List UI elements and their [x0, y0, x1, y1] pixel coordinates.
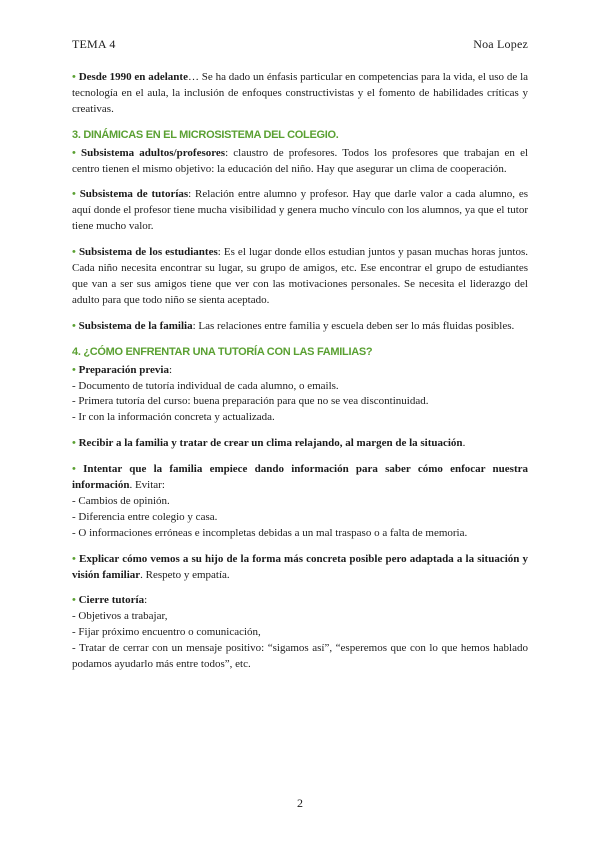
bullet-icon: •	[72, 146, 76, 159]
item-bold: Subsistema de tutorías	[79, 188, 189, 201]
item-text: : Las relaciones entre familia y escuela deben ser lo más fluidas posibles.	[192, 319, 515, 332]
explain-paragraph	[72, 552, 528, 584]
receive-paragraph	[72, 436, 528, 452]
item-text: : Es el lugar donde ellos estudian juntos y pasan muchas horas juntos. Cada niño necesita encontrar su lugar, su grupo de amigos, etc. Ese encontrar el grupo de estudiantes que van a ser sus amigos tiene que ver con las motivaciones personales. Se necesita el liderazgo del adulto para que todo niño se sienta aceptado.	[72, 246, 529, 306]
list-item: - Documento de tutoría individual de cada alumno, o emails.	[72, 379, 339, 392]
close-block	[72, 593, 528, 673]
bullet-icon: •	[72, 463, 76, 476]
section-3-item-2	[72, 187, 528, 235]
receive-bold: Recibir a la familia y tratar de crear un clima relajando, al margen de la situación	[78, 437, 463, 450]
listen-title	[72, 462, 528, 494]
header-author: Noa Lopez	[473, 37, 528, 51]
bullet-icon: •	[72, 552, 76, 565]
intro-paragraph	[72, 70, 528, 118]
bullet-icon: •	[72, 71, 76, 83]
section-3-item-4	[72, 319, 528, 335]
prep-bold: Preparación previa	[78, 363, 169, 376]
list-item: - O informaciones erróneas e incompletas debidas a un mal traspaso o a falta de memoria.	[72, 526, 468, 539]
section-3-item-3	[72, 245, 528, 309]
section-4-heading: 4. ¿CÓMO ENFRENTAR UNA TUTORÍA CON LAS FAMILIAS?	[72, 345, 373, 358]
list-item: - Fijar próximo encuentro o comunicación,	[72, 626, 261, 639]
bullet-icon: •	[72, 363, 76, 376]
section-3-item-1	[72, 146, 528, 178]
bullet-icon: •	[72, 319, 76, 332]
bullet-icon: •	[72, 437, 76, 450]
explain-text: . Respeto y empatía.	[140, 568, 230, 581]
list-item: - Tratar de cerrar con un mensaje positivo: “sigamos así”, “esperemos que con lo que hemos hablado podamos ayudarlo más entre todos”, etc.	[72, 642, 528, 671]
page-number: 2	[297, 796, 303, 810]
intro-bold: Desde 1990 en adelante	[78, 71, 188, 83]
item-bold: Subsistema adultos/profesores	[81, 146, 226, 159]
item-bold: Subsistema de los estudiantes	[78, 246, 218, 259]
close-bold: Cierre tutoría	[78, 594, 145, 607]
bullet-icon: •	[72, 188, 76, 201]
close-text: :	[144, 594, 148, 607]
list-item: - Primera tutoría del curso: buena preparación para que no se vea discontinuidad.	[72, 395, 429, 408]
page-content	[72, 70, 528, 683]
bullet-icon: •	[72, 246, 76, 259]
listen-block	[72, 462, 528, 542]
item-bold: Subsistema de la familia	[78, 319, 193, 332]
item-text: : Relación entre alumno y profesor. Hay que darle valor a cada alumno, es aquí donde el profesor tiene mucha visibilidad y genera mucho vínculo con los alumnos, ya que el tutor tiene mucho valor.	[72, 188, 528, 233]
prep-block	[72, 363, 528, 427]
listen-text: . Evitar:	[129, 479, 165, 492]
receive-text: .	[462, 437, 466, 450]
list-item: - Diferencia entre colegio y casa.	[72, 510, 218, 523]
list-item: - Objetivos a trabajar,	[72, 610, 168, 623]
prep-title	[72, 363, 528, 379]
listen-bold: Intentar que la familia empiece dando información para saber cómo enfocar nuestra información	[72, 463, 529, 492]
close-title	[72, 593, 528, 609]
list-item: - Ir con la información concreta y actualizada.	[72, 411, 275, 424]
explain-bold: Explicar cómo vemos a su hijo de la forma más concreta posible pero adaptada a la situación y visión familiar	[72, 552, 529, 581]
item-text: : claustro de profesores. Todos los profesores que trabajan en el centro tienen el mismo objetivo: la educación del niño. Hay que asegurar un clima de cooperación.	[72, 146, 529, 175]
header-topic: TEMA 4	[72, 37, 116, 51]
list-item: - Cambios de opinión.	[72, 494, 170, 507]
section-3-heading: 3. DINÁMICAS EN EL MICROSISTEMA DEL COLEGIO.	[72, 128, 339, 141]
bullet-icon: •	[72, 594, 76, 607]
intro-text: … Se ha dado un énfasis particular en competencias para la vida, el uso de la tecnología en el aula, la inclusión de enfoques constructivistas y el fomento de habilidades críticas y creativas.	[72, 71, 529, 115]
prep-text: :	[168, 363, 173, 376]
